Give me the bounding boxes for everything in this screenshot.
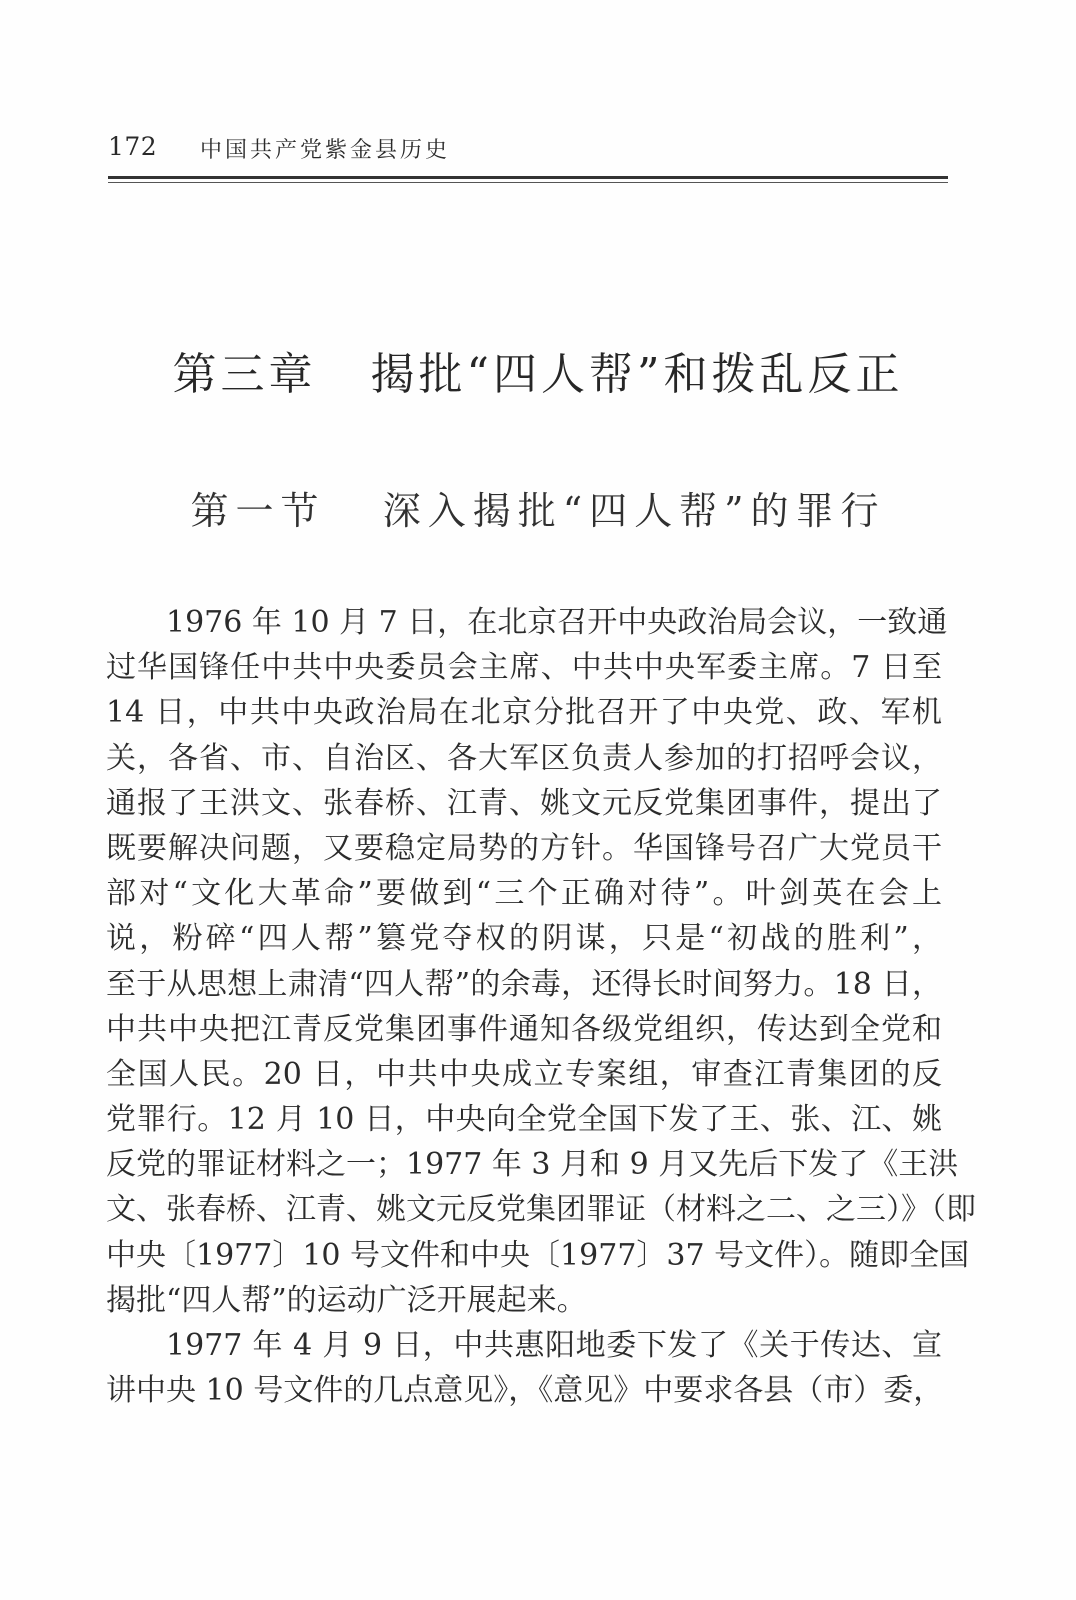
book-title: 中国共产党紫金县历史 <box>200 138 451 163</box>
paragraph-1-line: 全国人民。20 日，中共中央成立专案组，审查江青集团的反 <box>106 1056 942 1092</box>
paragraph-2-line: 1977 年 4 月 9 日，中共惠阳地委下发了《关于传达、宣 <box>166 1328 942 1363</box>
paragraph-1-line: 过华国锋任中共中央委员会主席、中共中央军委主席。7 日至 <box>106 650 942 686</box>
paragraph-1-line: 中共中央把江青反党集团事件通知各级党组织，传达到全党和 <box>106 1011 942 1047</box>
paragraph-1-line: 党罪行。12 月 10 日，中央向全党全国下发了王、张、江、姚 <box>106 1102 942 1138</box>
paragraph-1-line: 部对“文化大革命”要做到“三个正确对待”。叶剑英在会上 <box>106 876 942 912</box>
paragraph-1-line: 1976 年 10 月 7 日，在北京召开中央政治局会议，一致通 <box>166 605 948 640</box>
section-title: 第一节 深入揭批“四人帮”的罪行 <box>190 489 886 533</box>
paragraph-1-line: 中央〔1977〕10 号文件和中央〔1977〕37 号文件）。随即全国 <box>106 1237 970 1273</box>
paragraph-1-line: 反党的罪证材料之一；1977 年 3 月和 9 月又先后下发了《王洪 <box>106 1147 959 1183</box>
paragraph-2-line: 讲中央 10 号文件的几点意见》，《意见》中要求各县（市）委， <box>106 1373 944 1409</box>
header-rule-thin <box>108 182 948 183</box>
paragraph-1-line: 说，粉碎“四人帮”篡党夺权的阴谋，只是“初战的胜利”， <box>106 921 942 957</box>
page-number: 172 <box>108 132 158 161</box>
paragraph-1-line: 至于从思想上肃清“四人帮”的余毒，还得长时间努力。18 日， <box>106 966 942 1002</box>
paragraph-1-line: 既要解决问题，又要稳定局势的方针。华国锋号召广大党员干 <box>106 830 942 866</box>
paragraph-1-line: 14 日，中共中央政治局在北京分批召开了中央党、政、军机 <box>106 695 942 731</box>
paragraph-1-line: 揭批“四人帮”的运动广泛开展起来。 <box>106 1282 587 1318</box>
chapter-title: 第三章 揭批“四人帮”和拨乱反正 <box>172 349 904 400</box>
body-text <box>106 600 976 1413</box>
paragraph-1-line: 通报了王洪文、张春桥、江青、姚文元反党集团事件，提出了 <box>106 785 942 821</box>
paragraph-1-line: 关，各省、市、自治区、各大军区负责人参加的打招呼会议， <box>106 740 942 776</box>
running-header <box>108 128 948 168</box>
header-rule-thick <box>108 176 948 179</box>
paragraph-1-line: 文、张春桥、江青、姚文元反党集团罪证（材料之二、之三）》（即 <box>106 1192 976 1228</box>
